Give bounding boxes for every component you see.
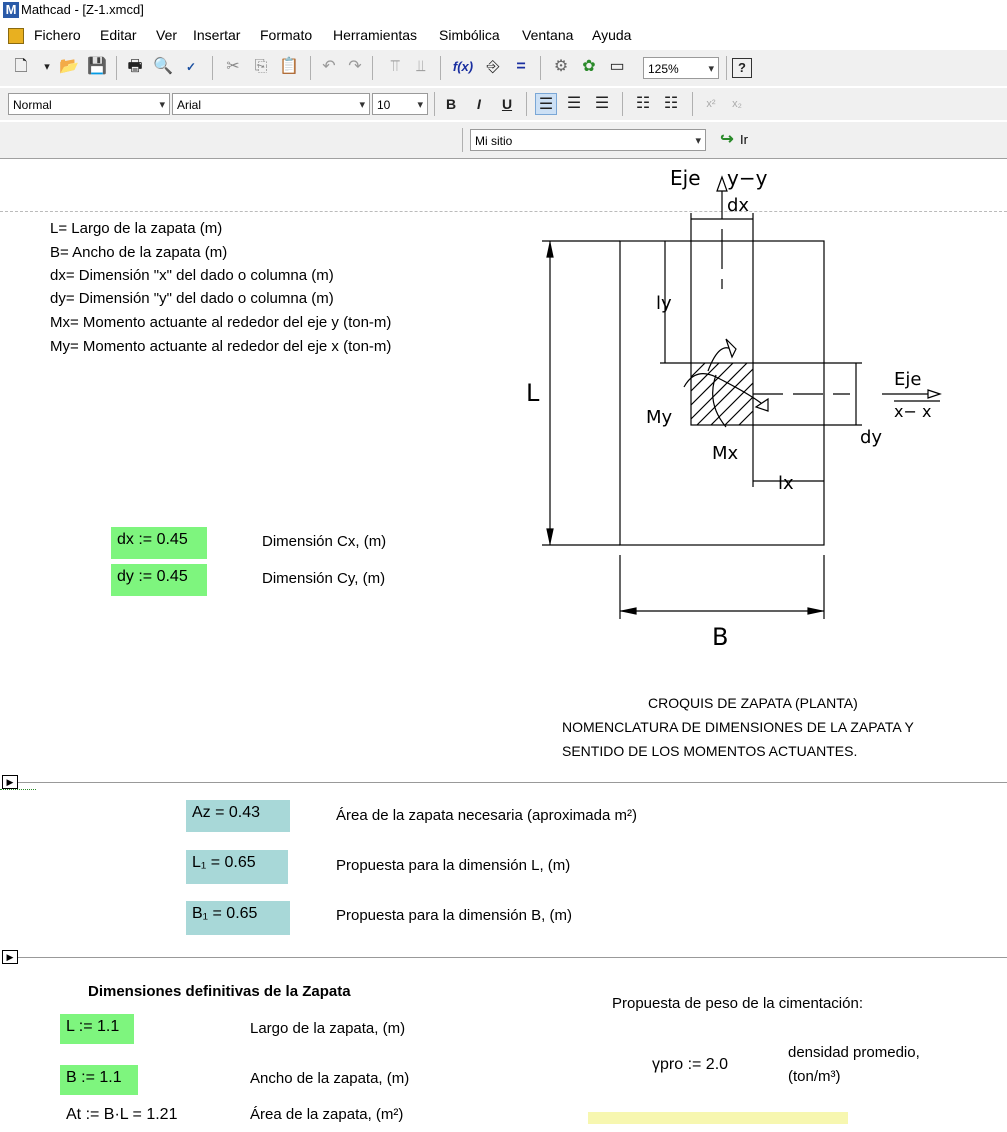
label-lx: lx [778, 473, 794, 494]
italic-button[interactable]: I [477, 96, 481, 112]
copy-icon[interactable]: ⎘ [254, 58, 268, 75]
resource-center-icon[interactable]: ✿ [582, 58, 596, 75]
gamma-description-2: (ton/m³) [788, 1068, 841, 1085]
label-eje-y2: y−y [727, 166, 768, 190]
sketch-caption-1: CROQUIS DE ZAPATA (PLANTA) [648, 695, 858, 711]
separator [310, 56, 311, 80]
insert-function-icon[interactable]: f(x) [452, 59, 474, 74]
document-icon[interactable] [8, 28, 24, 44]
label-B: B [712, 623, 729, 651]
dx-description: Dimensión Cx, (m) [262, 533, 387, 550]
calculate-icon[interactable]: = [516, 58, 526, 75]
menu-ventana[interactable]: Ventana [522, 27, 574, 43]
separator [372, 56, 373, 80]
undo-icon[interactable]: ↶ [322, 58, 336, 75]
label-L: L [526, 379, 540, 407]
go-arrow-icon[interactable]: ↪ [720, 131, 734, 148]
print-icon[interactable]: 🖶 [127, 58, 143, 75]
b1-result[interactable]: B₁ = 0.65 [186, 901, 290, 935]
chevron-down-icon: ▾ [359, 99, 365, 111]
go-button[interactable]: Ir [740, 132, 748, 147]
sketch-caption-2: NOMENCLATURA DE DIMENSIONES DE LA ZAPATA Y [562, 719, 914, 735]
insert-unit-icon[interactable]: ⎆ [486, 58, 500, 75]
underline-button[interactable]: U [501, 96, 513, 112]
redo-icon[interactable]: ↷ [348, 58, 362, 75]
B-definition[interactable]: B := 1.1 [60, 1065, 138, 1095]
chevron-down-icon: ▾ [417, 99, 423, 111]
insert-component-icon[interactable]: ⚙ [553, 58, 569, 75]
menu-fichero[interactable]: Fichero [34, 27, 81, 43]
region-separator [18, 782, 1007, 783]
separator [540, 56, 541, 80]
menu-bar [0, 24, 1007, 48]
gamma-definition[interactable]: γpro := 2.0 [652, 1056, 729, 1073]
sketch-caption-3: SENTIDO DE LOS MOMENTOS ACTUANTES. [562, 743, 858, 759]
legend-line: My= Momento actuante al rededor del eje x (ton-m) [50, 338, 392, 355]
label-eje-x: Eje [894, 369, 922, 390]
label-Mx: Mx [712, 443, 739, 464]
superscript-icon[interactable]: x² [706, 98, 716, 110]
font-size-value: 10 [377, 98, 391, 112]
L-description: Largo de la zapata, (m) [250, 1020, 406, 1037]
menu-herramientas[interactable]: Herramientas [333, 27, 418, 43]
numbered-list-icon[interactable]: ☷ [663, 95, 679, 112]
subscript-icon[interactable]: x₂ [732, 98, 742, 110]
menu-editar[interactable]: Editar [100, 27, 137, 43]
paste-icon[interactable]: 📋 [279, 58, 299, 75]
menu-ayuda[interactable]: Ayuda [592, 27, 632, 43]
formatting-toolbar [0, 88, 1007, 120]
bullet-list-icon[interactable]: ☷ [635, 95, 651, 112]
legend-line: L= Largo de la zapata (m) [50, 220, 223, 237]
partial-yellow-region [588, 1112, 848, 1124]
legend-line: B= Ancho de la zapata (m) [50, 244, 228, 261]
separator [440, 56, 441, 80]
new-file-icon[interactable]: 🗋 [14, 58, 28, 75]
align-top-icon[interactable]: ⫪ [390, 58, 400, 75]
At-calculation[interactable]: At := B·L = 1.21 [66, 1106, 178, 1123]
footing-sketch [520, 159, 960, 659]
separator [622, 92, 623, 116]
spell-check-icon[interactable]: ✓ [185, 60, 197, 74]
open-folder-icon[interactable]: 📂 [59, 58, 79, 75]
align-right-icon[interactable]: ☰ [594, 95, 610, 112]
legend-line: dx= Dimensión "x" del dado o columna (m) [50, 267, 334, 284]
font-select[interactable] [172, 93, 370, 115]
save-icon[interactable]: 💾 [87, 58, 107, 75]
separator [692, 92, 693, 116]
chevron-down-icon: ▾ [695, 135, 701, 147]
final-heading: Dimensiones definitivas de la Zapata [88, 983, 351, 1000]
site-select[interactable] [470, 129, 706, 151]
font-value: Arial [177, 98, 202, 112]
label-ly: ly [656, 293, 672, 314]
B-description: Ancho de la zapata, (m) [250, 1070, 410, 1087]
legend-line: Mx= Momento actuante al rededor del eje y (ton-m) [50, 314, 392, 331]
label-My: My [646, 407, 673, 428]
print-preview-icon[interactable]: 🔍 [153, 58, 173, 75]
style-select[interactable] [8, 93, 170, 115]
dy-description: Dimensión Cy, (m) [262, 570, 386, 587]
align-center-icon[interactable]: ☰ [566, 95, 582, 112]
az-description: Área de la zapata necesaria (aproximada m²) [336, 807, 637, 824]
label-eje-x2: x− x [894, 402, 932, 421]
align-bottom-icon[interactable]: ⫫ [416, 58, 426, 75]
weight-title: Propuesta de peso de la cimentación: [612, 995, 863, 1012]
chevron-down-icon[interactable]: ▾ [44, 61, 50, 73]
zoom-select[interactable] [643, 57, 719, 79]
bold-button[interactable]: B [445, 96, 457, 112]
At-description: Área de la zapata, (m²) [250, 1106, 404, 1123]
collapse-region-toggle[interactable]: ▶ [2, 950, 18, 964]
chevron-down-icon: ▾ [708, 63, 714, 75]
menu-simbolica[interactable]: Simbólica [439, 27, 500, 43]
separator [526, 92, 527, 116]
style-value: Normal [13, 98, 52, 112]
menu-insertar[interactable]: Insertar [193, 27, 241, 43]
separator [116, 56, 117, 80]
cut-icon[interactable]: ✂ [226, 58, 240, 75]
help-icon[interactable]: ? [732, 58, 752, 78]
menu-ver[interactable]: Ver [156, 27, 178, 43]
az-result[interactable]: Az = 0.43 [186, 800, 290, 832]
zoom-value: 125% [648, 62, 679, 76]
column-outline [691, 363, 753, 425]
separator [726, 56, 727, 80]
label-dy: dy [860, 427, 883, 448]
region-separator [18, 957, 1007, 958]
dx-definition[interactable]: dx := 0.45 [111, 527, 207, 559]
l1-result[interactable]: L₁ = 0.65 [186, 850, 288, 884]
region-marker [0, 789, 36, 790]
separator [462, 128, 463, 152]
gamma-description-1: densidad promedio, [788, 1044, 920, 1061]
chevron-down-icon: ▾ [159, 99, 165, 111]
label-eje-y: Eje [670, 166, 701, 190]
label-dx: dx [727, 195, 750, 216]
L-definition[interactable]: L := 1.1 [60, 1014, 134, 1044]
font-size-select[interactable] [372, 93, 428, 115]
legend-line: dy= Dimensión "y" del dado o columna (m) [50, 290, 334, 307]
separator [212, 56, 213, 80]
mathcad-logo-icon: M [3, 2, 19, 18]
site-value: Mi sitio [475, 134, 513, 148]
align-left-icon[interactable]: ☰ [535, 93, 557, 115]
web-toolbar [0, 122, 1007, 159]
window-title: Mathcad - [Z-1.xmcd] [21, 2, 144, 17]
dy-definition[interactable]: dy := 0.45 [111, 564, 207, 596]
collapse-region-toggle[interactable]: ▶ [2, 775, 18, 789]
worksheet[interactable] [0, 159, 1007, 1124]
b1-description: Propuesta para la dimensión B, (m) [336, 907, 572, 924]
standard-toolbar [0, 50, 1007, 86]
menu-formato[interactable]: Formato [260, 27, 313, 43]
window-icon[interactable]: ▭ [609, 58, 625, 75]
l1-description: Propuesta para la dimensión L, (m) [336, 857, 571, 874]
separator [434, 92, 435, 116]
title-bar [0, 0, 1007, 22]
